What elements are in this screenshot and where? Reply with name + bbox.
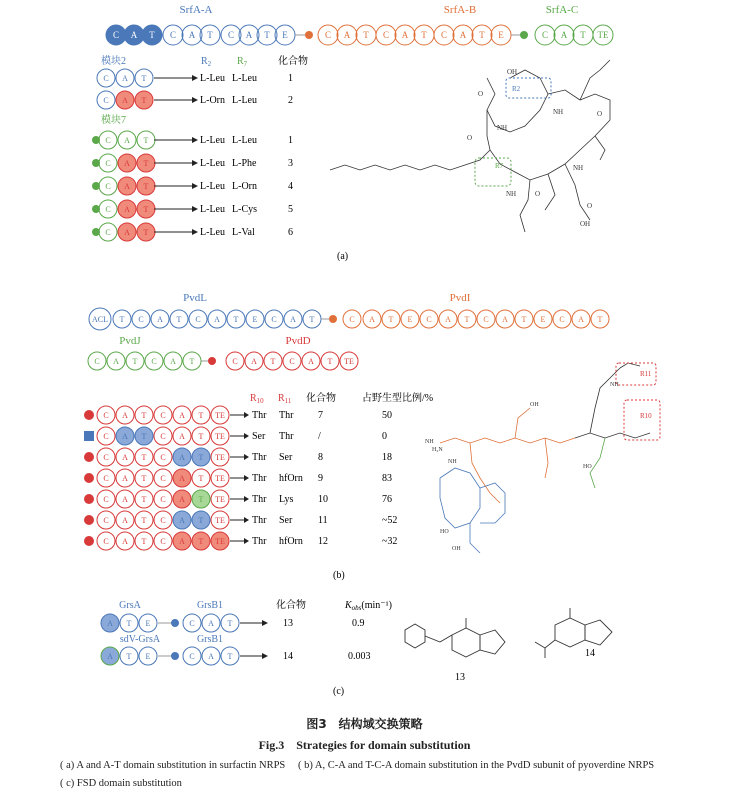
svg-text:T: T <box>141 74 147 83</box>
svg-text:A: A <box>343 30 351 40</box>
r10-value: Thr <box>252 515 267 526</box>
svg-text:T: T <box>126 652 132 661</box>
svg-text:T: T <box>176 315 182 324</box>
start-dot <box>84 515 94 525</box>
domain-letter: C <box>160 537 166 546</box>
svg-text:H₂N: H₂N <box>432 447 443 453</box>
svg-text:A: A <box>122 96 128 105</box>
r2-value: L-Leu <box>200 158 225 169</box>
domain-letter: TE <box>215 411 225 420</box>
compound-num: 7 <box>318 410 323 421</box>
domain-letter: C <box>103 516 109 525</box>
svg-text:C: C <box>189 652 195 661</box>
domain-letter: C <box>160 474 166 483</box>
svg-text:T: T <box>421 30 427 40</box>
module7-row <box>92 154 293 172</box>
domain-letter: A <box>179 432 185 441</box>
panel-a-svg <box>0 0 729 268</box>
svg-text:O: O <box>587 202 593 210</box>
svg-text:NH: NH <box>573 164 584 172</box>
svg-text:NH: NH <box>506 190 517 198</box>
domain-letter: T <box>198 537 204 546</box>
svg-text:A: A <box>445 315 451 324</box>
svg-text:A: A <box>502 315 508 324</box>
domain-letter: T <box>143 205 149 214</box>
compound-num: 12 <box>318 536 328 547</box>
svg-text:O: O <box>478 90 484 98</box>
svg-text:0.003: 0.003 <box>348 651 371 662</box>
svg-text:E: E <box>282 30 288 40</box>
grsb1-label-2: GrsB1 <box>196 634 224 645</box>
r11-value: Thr <box>279 431 294 442</box>
struct-13-label: 13 <box>455 672 465 683</box>
compound-num: 11 <box>318 515 328 526</box>
domain-letter: T <box>141 474 147 483</box>
svg-text:A: A <box>401 30 409 40</box>
domain-letter: T <box>143 159 149 168</box>
wildtype-pct: ~32 <box>382 536 398 547</box>
module2-row-1 <box>97 69 293 87</box>
r11-value: hfOrn <box>279 473 303 484</box>
svg-text:TE: TE <box>344 357 354 366</box>
svg-text:C: C <box>169 30 177 40</box>
r7-box <box>475 158 511 186</box>
sdv-grsa-label: sdV-GrsA <box>119 634 161 645</box>
svg-text:T: T <box>227 619 233 628</box>
module7-row <box>92 177 293 195</box>
pvdj-label: PvdJ <box>119 335 141 347</box>
caption-cn: 图3 结构域交换策略 <box>306 717 423 731</box>
svg-text:A: A <box>130 30 138 40</box>
domain-letter: C <box>103 432 109 441</box>
panel-a-label: (a) <box>337 251 349 262</box>
svg-text:A: A <box>107 652 113 661</box>
module7-row <box>92 223 293 241</box>
domain-letter: A <box>179 495 185 504</box>
svg-text:T: T <box>464 315 470 324</box>
domain-letter: A <box>122 516 128 525</box>
wildtype-pct: 0 <box>382 431 387 442</box>
svg-text:A: A <box>245 30 253 40</box>
svg-text:OH: OH <box>507 68 518 76</box>
domain-letter: A <box>122 432 128 441</box>
pvdd-row <box>84 490 392 508</box>
svg-text:TE: TE <box>597 30 609 40</box>
svg-text:2: 2 <box>288 95 293 106</box>
r10-value: Thr <box>252 410 267 421</box>
domain-letter: T <box>198 474 204 483</box>
pvdd-rows <box>84 406 397 550</box>
structure-13 <box>405 618 505 657</box>
pvdl-label: PvdL <box>183 292 207 304</box>
r11-value: Ser <box>279 515 293 526</box>
r7-value: L-Val <box>232 227 255 238</box>
r10-value: Thr <box>252 473 267 484</box>
svg-text:C: C <box>227 30 235 40</box>
svg-text:C: C <box>426 315 432 324</box>
domain-letter: A <box>122 495 128 504</box>
svg-text:L-Leu: L-Leu <box>232 73 257 84</box>
r7-value: L-Cys <box>232 204 257 215</box>
sdv-grsa-row <box>101 647 371 665</box>
svg-text:A: A <box>560 30 568 40</box>
compound-header-b: 化合物 <box>306 393 336 404</box>
svg-text:A: A <box>122 74 128 83</box>
svg-text:T: T <box>597 315 603 324</box>
domain-letter: C <box>105 182 111 191</box>
svg-text:T: T <box>132 357 138 366</box>
svg-text:T: T <box>207 30 213 40</box>
panel-b-svg <box>0 288 729 588</box>
svg-text:E: E <box>540 315 546 324</box>
domain-letter: C <box>160 453 166 462</box>
kobs-header: $K_{obs}(\min^{-1})$ <box>345 600 392 612</box>
svg-text:A: A <box>170 357 176 366</box>
svg-text:A: A <box>308 357 314 366</box>
struct-14-label: 14 <box>585 648 595 659</box>
svg-text:T: T <box>126 619 132 628</box>
r11-value: hfOrn <box>279 536 303 547</box>
domain-letter: C <box>160 411 166 420</box>
svg-text:C: C <box>289 357 295 366</box>
domain-letter: A <box>179 537 185 546</box>
svg-text:C: C <box>189 619 195 628</box>
svg-text:A: A <box>369 315 375 324</box>
compound-num: 10 <box>318 494 328 505</box>
wildtype-pct: ~52 <box>382 515 398 526</box>
domain-letter: A <box>124 228 130 237</box>
svg-text:T: T <box>141 96 147 105</box>
domain-letter: A <box>122 453 128 462</box>
r2-value: L-Leu <box>200 181 225 192</box>
domain-letter: TE <box>215 495 225 504</box>
r11-value: Ser <box>279 452 293 463</box>
pvdi-label: PvdI <box>449 292 471 304</box>
start-dot <box>84 473 94 483</box>
domain-letter: C <box>103 453 109 462</box>
compound-num: 5 <box>288 204 293 215</box>
svg-text:C: C <box>232 357 238 366</box>
caption-en: Fig.3 Strategies for domain substitution <box>258 738 471 752</box>
domain-letter: T <box>143 182 149 191</box>
panel-b <box>0 288 729 588</box>
svg-text:T: T <box>580 30 586 40</box>
r7-value: L-Orn <box>232 181 257 192</box>
r10-value: Thr <box>252 494 267 505</box>
domain-letter: T <box>198 495 204 504</box>
svg-text:T: T <box>270 357 276 366</box>
svg-text:A: A <box>459 30 467 40</box>
r10-value: Thr <box>252 536 267 547</box>
domain-letter: A <box>124 182 130 191</box>
svg-text:A: A <box>113 357 119 366</box>
domain-letter: TE <box>215 537 225 546</box>
domain-letter: A <box>124 205 130 214</box>
domain-letter: A <box>179 474 185 483</box>
compound-num: 8 <box>318 452 323 463</box>
svg-text:C: C <box>138 315 144 324</box>
domain-letter: T <box>141 453 147 462</box>
domain-letter: A <box>179 411 185 420</box>
srfa-c-dot <box>520 31 528 39</box>
svg-text:T: T <box>327 357 333 366</box>
svg-text:A: A <box>290 315 296 324</box>
module2-row-2 <box>97 91 293 109</box>
svg-text:C: C <box>94 357 100 366</box>
svg-text:A: A <box>251 357 257 366</box>
svg-text:T: T <box>227 652 233 661</box>
r2-value: L-Leu <box>200 227 225 238</box>
svg-text:C: C <box>112 30 120 40</box>
svg-text:E: E <box>498 30 504 40</box>
svg-text:E: E <box>145 619 151 628</box>
svg-text:A: A <box>188 30 196 40</box>
r2-header: $R_2$ <box>201 56 212 68</box>
svg-text:A: A <box>214 315 220 324</box>
compound-num: 4 <box>288 181 293 192</box>
svg-text:C: C <box>324 30 332 40</box>
compound-header-a: 化合物 <box>278 56 308 67</box>
svg-text:C: C <box>541 30 549 40</box>
svg-text:1: 1 <box>288 73 293 84</box>
domain-letter: C <box>160 495 166 504</box>
svg-text:R10: R10 <box>640 412 652 420</box>
r11-value: Thr <box>279 410 294 421</box>
r7-header: $R_7$ <box>237 56 248 68</box>
svg-text:A: A <box>107 619 113 628</box>
srfa-a-label: SrfA-A <box>179 4 213 16</box>
r7-value: L-Leu <box>232 135 257 146</box>
domain-letter: T <box>141 411 147 420</box>
svg-text:E: E <box>145 652 151 661</box>
svg-text:OH: OH <box>452 546 461 552</box>
svg-text:OH: OH <box>530 402 539 408</box>
domain-letter: C <box>103 537 109 546</box>
grsa-row <box>101 614 365 632</box>
panel-c-label: (c) <box>333 686 345 697</box>
panel-a <box>0 0 729 268</box>
pvdd-row <box>84 427 387 445</box>
r7-value: L-Phe <box>232 158 257 169</box>
domain-letter: C <box>105 136 111 145</box>
r2-value: L-Leu <box>200 204 225 215</box>
svg-text:T: T <box>149 30 155 40</box>
svg-text:T: T <box>363 30 369 40</box>
domain-letter: T <box>141 495 147 504</box>
svg-text:NH: NH <box>425 439 434 445</box>
domain-letter: TE <box>215 432 225 441</box>
svg-text:A: A <box>157 315 163 324</box>
domain-letter: C <box>103 495 109 504</box>
module7-row <box>92 131 293 149</box>
svg-text:NH: NH <box>497 124 508 132</box>
svg-text:T: T <box>189 357 195 366</box>
surfactin-structure <box>330 60 610 232</box>
domain-letter: T <box>141 537 147 546</box>
panel-c-svg <box>0 590 729 700</box>
svg-text:O: O <box>535 190 541 198</box>
r11-header: $R_{11}$ <box>278 393 292 405</box>
svg-text:O: O <box>597 110 603 118</box>
wildtype-pct: 18 <box>382 452 392 463</box>
srfa-c-label: SrfA-C <box>545 4 579 16</box>
svg-text:C: C <box>382 30 390 40</box>
domain-letter: C <box>105 228 111 237</box>
panel-b-label: (b) <box>333 570 345 581</box>
start-dot <box>84 494 94 504</box>
svg-text:E: E <box>252 315 258 324</box>
compound-header-c: 化合物 <box>276 600 306 611</box>
svg-text:T: T <box>388 315 394 324</box>
svg-text:C: C <box>195 315 201 324</box>
svg-text:C: C <box>151 357 157 366</box>
svg-text:NH: NH <box>448 459 457 465</box>
domain-letter: A <box>122 537 128 546</box>
svg-text:A: A <box>208 619 214 628</box>
svg-text:T: T <box>119 315 125 324</box>
svg-text:L-Leu: L-Leu <box>200 73 225 84</box>
pvdd-row <box>84 469 392 487</box>
panel-c <box>0 590 729 700</box>
svg-text:C: C <box>483 315 489 324</box>
domain-letter: C <box>105 205 111 214</box>
caption-c: ( c) FSD domain substitution <box>60 778 182 789</box>
start-dot <box>84 536 94 546</box>
svg-text:R7: R7 <box>495 162 504 170</box>
pvdd-row <box>84 532 397 550</box>
domain-letter: A <box>124 136 130 145</box>
r10-value: Thr <box>252 452 267 463</box>
wildtype-pct: 50 <box>382 410 392 421</box>
grsb1-label: GrsB1 <box>196 600 224 611</box>
compound-num: 3 <box>288 158 293 169</box>
r10-value: Ser <box>252 431 266 442</box>
domain-letter: T <box>141 516 147 525</box>
domain-letter: T <box>141 432 147 441</box>
compound-num: 9 <box>318 473 323 484</box>
wildtype-pct: 76 <box>382 494 392 505</box>
domain-letter: A <box>179 516 185 525</box>
svg-text:14: 14 <box>283 651 293 662</box>
compound-num: / <box>318 431 321 442</box>
svg-text:0.9: 0.9 <box>352 618 365 629</box>
svg-text:R2: R2 <box>512 85 521 93</box>
domain-letter: T <box>198 453 204 462</box>
domain-letter: A <box>122 411 128 420</box>
pvdd-row <box>84 448 392 466</box>
start-dot <box>84 410 94 420</box>
compound-num: 6 <box>288 227 293 238</box>
domain-letter: C <box>105 159 111 168</box>
domain-letter: TE <box>215 453 225 462</box>
domain-letter: T <box>143 228 149 237</box>
wildtype-pct: 83 <box>382 473 392 484</box>
svg-text:ACL: ACL <box>92 315 108 324</box>
pvdi-domains <box>343 310 609 328</box>
domain-letter: C <box>103 411 109 420</box>
r10-header: $R_{10}$ <box>250 393 264 405</box>
domain-letter: T <box>198 516 204 525</box>
svg-text:C: C <box>440 30 448 40</box>
svg-text:NH: NH <box>610 382 619 388</box>
svg-text:L-Leu: L-Leu <box>232 95 257 106</box>
r11-value: Lys <box>279 494 294 505</box>
module2-label: 模块2 <box>101 56 126 67</box>
domain-letter: C <box>103 474 109 483</box>
svg-text:T: T <box>479 30 485 40</box>
domain-letter: A <box>124 159 130 168</box>
start-dot <box>84 452 94 462</box>
domain-letter: TE <box>215 516 225 525</box>
pvdd-row <box>84 406 392 424</box>
pyoverdine-structure <box>440 363 650 553</box>
start-square <box>84 431 94 441</box>
caption-b: ( b) A, C-A and T-C-A domain substitution in the PvdD subunit of pyoverdine NRPS <box>298 760 655 771</box>
svg-text:HO: HO <box>440 529 449 535</box>
svg-text:T: T <box>521 315 527 324</box>
domain-letter: T <box>198 432 204 441</box>
domain-letter: T <box>198 411 204 420</box>
domain-letter: A <box>122 474 128 483</box>
caption-a: ( a) A and A-T domain substitution in surfactin NRPS <box>60 760 286 771</box>
domain-letter: TE <box>215 474 225 483</box>
ratio-header: 占野生型比例/% <box>362 393 434 404</box>
svg-text:C: C <box>271 315 277 324</box>
svg-text:L-Orn: L-Orn <box>200 95 225 106</box>
svg-text:T: T <box>233 315 239 324</box>
svg-text:T: T <box>264 30 270 40</box>
svg-text:C: C <box>349 315 355 324</box>
svg-text:OH: OH <box>580 220 591 228</box>
svg-text:R11: R11 <box>640 370 652 378</box>
pvdd-row <box>84 511 397 529</box>
svg-text:C: C <box>103 96 109 105</box>
svg-text:A: A <box>578 315 584 324</box>
domain-letter: A <box>179 453 185 462</box>
r10-box <box>624 400 660 440</box>
svg-text:C: C <box>559 315 565 324</box>
svg-text:HO: HO <box>583 464 592 470</box>
srfa-linker-dot <box>305 31 313 39</box>
structure-14 <box>535 608 612 658</box>
srfa-b-label: SrfA-B <box>443 4 477 16</box>
compound-num: 1 <box>288 135 293 146</box>
module7-row <box>92 200 293 218</box>
grsa-label: GrsA <box>119 600 141 611</box>
svg-text:A: A <box>208 652 214 661</box>
pvdd-label: PvdD <box>285 335 311 347</box>
domain-letter: C <box>160 432 166 441</box>
svg-text:NH: NH <box>553 108 564 116</box>
svg-text:E: E <box>407 315 413 324</box>
svg-text:O: O <box>467 134 473 142</box>
svg-text:T: T <box>309 315 315 324</box>
svg-text:C: C <box>103 74 109 83</box>
svg-text:13: 13 <box>283 618 293 629</box>
domain-letter: C <box>160 516 166 525</box>
module7-label: 模块7 <box>101 115 126 126</box>
module7-rows <box>92 131 293 241</box>
r2-value: L-Leu <box>200 135 225 146</box>
domain-letter: T <box>143 136 149 145</box>
pvdj-domains <box>88 352 201 370</box>
